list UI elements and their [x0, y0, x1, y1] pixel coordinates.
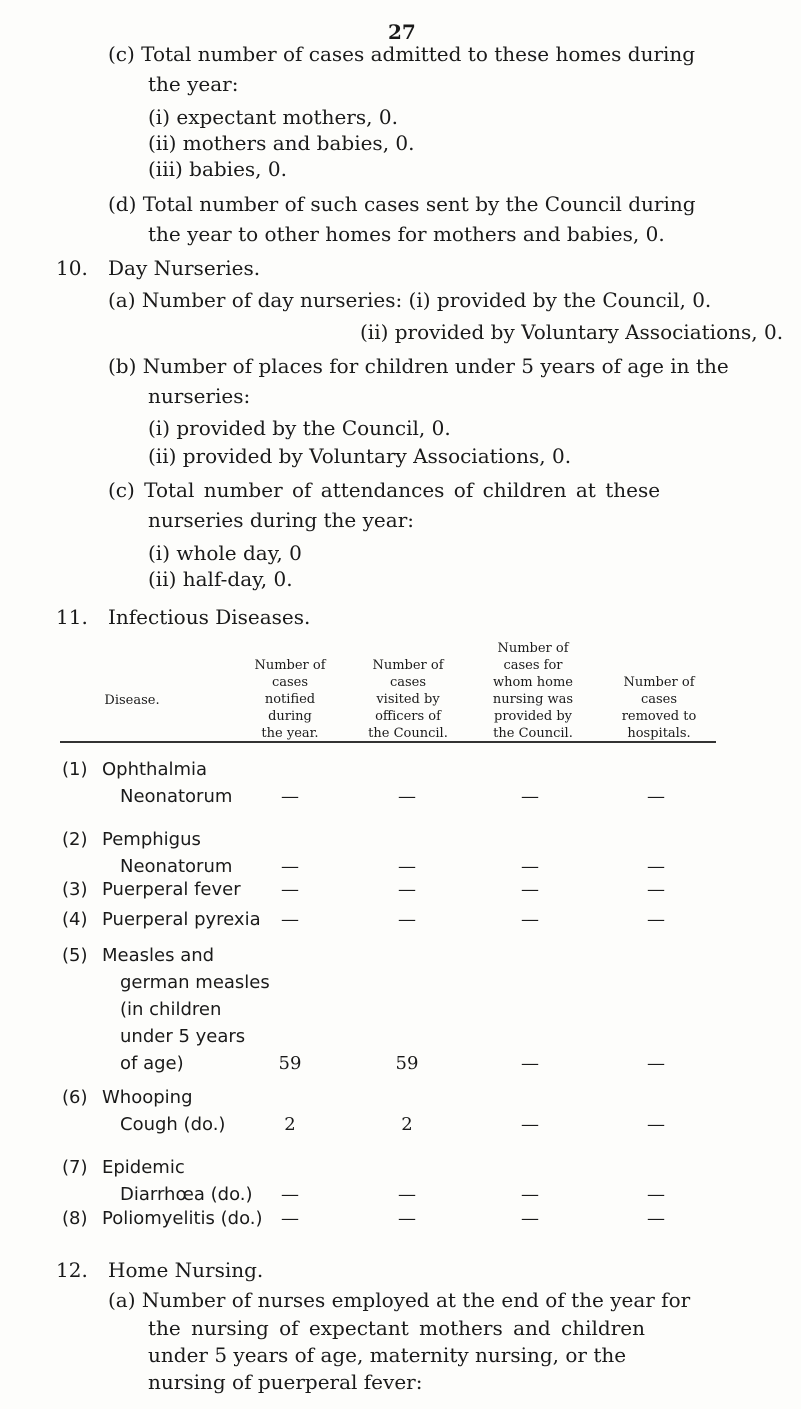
section-12-number: 12. — [56, 1258, 88, 1282]
cell-removed: — — [647, 1053, 665, 1074]
cell-notified: — — [281, 1184, 299, 1205]
s10-a-line2: (ii) provided by Voluntary Associations, 0. — [360, 320, 784, 344]
header-notified-line: during — [268, 709, 312, 724]
cell-removed: — — [647, 879, 665, 900]
header-nursing-line: nursing was — [492, 692, 574, 707]
cell-visited: 2 — [401, 1114, 413, 1135]
s12-a-line1: (a) Number of nurses employed at the end of the year for — [108, 1288, 691, 1312]
header-nursing-line: provided by — [494, 709, 572, 724]
disease-name-line: Puerperal fever — [102, 879, 241, 900]
cell-visited: — — [398, 879, 416, 900]
c-continuation: the year: — [148, 72, 239, 96]
header-nursing — [478, 640, 588, 742]
header-removed-line: removed to — [621, 709, 697, 724]
c-item-i: (i) expectant mothers, 0. — [148, 105, 398, 129]
cell-nursing: — — [521, 856, 539, 877]
cell-notified: — — [281, 909, 299, 930]
page-number: 27 — [388, 20, 416, 44]
cell-visited: — — [398, 786, 416, 807]
cell-nursing: — — [521, 1114, 539, 1135]
s10-a-line1: (a) Number of day nurseries: (i) provided by the Council, 0. — [108, 288, 712, 312]
s10-b-line2: nurseries: — [148, 384, 251, 408]
cell-visited: — — [398, 909, 416, 930]
disease-name-line: german measles — [120, 972, 270, 993]
s10-b-item-ii: (ii) provided by Voluntary Associations, 0. — [148, 444, 572, 468]
header-visited-line: Number of — [372, 658, 444, 673]
disease-name-line: Poliomyelitis (do.) — [102, 1208, 263, 1229]
disease-name-line: Puerperal pyrexia — [102, 909, 261, 930]
disease-name-line: Epidemic — [102, 1157, 185, 1178]
section-10-number: 10. — [56, 256, 88, 280]
s10-b-item-i: (i) provided by the Council, 0. — [148, 416, 451, 440]
d-heading: (d) Total number of such cases sent by the Council during — [108, 192, 696, 216]
header-removed-line: Number of — [623, 675, 695, 690]
disease-name-line: under 5 years — [120, 1026, 246, 1047]
cell-removed: — — [647, 1114, 665, 1135]
c-item-ii: (ii) mothers and babies, 0. — [148, 131, 415, 155]
disease-name-line: Measles and — [102, 945, 215, 966]
header-notified-line: the year. — [261, 726, 319, 741]
cell-nursing: — — [521, 879, 539, 900]
header-nursing-line: the Council. — [493, 726, 573, 741]
header-removed-line: cases — [640, 692, 678, 707]
disease-name-line: Cough (do.) — [120, 1114, 226, 1135]
cell-nursing: — — [521, 1053, 539, 1074]
disease-name-line: of age) — [120, 1053, 184, 1074]
header-notified-line: Number of — [254, 658, 326, 673]
s12-a-line4: nursing of puerperal fever: — [148, 1370, 423, 1394]
header-visited-line: the Council. — [368, 726, 448, 741]
row-number: (2) — [62, 829, 88, 850]
cell-notified: — — [281, 786, 299, 807]
cell-visited: 59 — [395, 1053, 419, 1074]
header-visited-line: cases — [389, 675, 427, 690]
header-nursing-line: whom home — [492, 675, 573, 690]
cell-removed: — — [647, 786, 665, 807]
s10-b-line1: (b) Number of places for children under 5 years of age in the — [108, 354, 729, 378]
row-number: (5) — [62, 945, 88, 966]
s12-a-line2: the nursing of expectant mothers and children — [148, 1316, 645, 1340]
header-removed-line: hospitals. — [627, 726, 691, 741]
header-disease: Disease. — [104, 693, 160, 708]
disease-name-line: Whooping — [102, 1087, 193, 1108]
disease-name-line: Ophthalmia — [102, 759, 208, 780]
section-12-title: Home Nursing. — [108, 1258, 264, 1282]
disease-name-line: Diarrhœa (do.) — [120, 1184, 253, 1205]
row-number: (3) — [62, 879, 88, 900]
table-header-rule — [60, 741, 716, 743]
cell-notified: — — [281, 856, 299, 877]
cell-notified: 2 — [284, 1114, 296, 1135]
header-notified-line: notified — [264, 692, 316, 707]
s10-c-item-ii: (ii) half-day, 0. — [148, 567, 293, 591]
header-nursing-line: cases for — [503, 658, 563, 673]
cell-notified: 59 — [278, 1053, 302, 1074]
s10-c-line1: (c) Total number of attendances of children at these — [108, 478, 661, 502]
s10-c-line2: nurseries during the year: — [148, 508, 414, 532]
cell-visited: — — [398, 1208, 416, 1229]
row-number: (6) — [62, 1087, 88, 1108]
cell-notified: — — [281, 879, 299, 900]
s12-a-line3: under 5 years of age, maternity nursing, or the — [148, 1343, 627, 1367]
header-notified-line: cases — [271, 675, 309, 690]
header-removed — [604, 674, 714, 742]
section-11-number: 11. — [56, 605, 88, 629]
c-heading: (c) Total number of cases admitted to these homes during — [108, 42, 696, 66]
row-number: (7) — [62, 1157, 88, 1178]
d-continuation: the year to other homes for mothers and babies, 0. — [148, 222, 665, 246]
cell-visited: — — [398, 1184, 416, 1205]
cell-nursing: — — [521, 786, 539, 807]
c-item-iii: (iii) babies, 0. — [148, 157, 287, 181]
section-10-title: Day Nurseries. — [108, 256, 261, 280]
s10-c-item-i: (i) whole day, 0 — [148, 541, 302, 565]
cell-removed: — — [647, 909, 665, 930]
cell-nursing: — — [521, 909, 539, 930]
header-notified — [245, 657, 335, 742]
header-visited — [358, 657, 458, 742]
cell-removed: — — [647, 1184, 665, 1205]
disease-name-line: Neonatorum — [120, 856, 233, 877]
section-11-title: Infectious Diseases. — [108, 605, 311, 629]
row-number: (4) — [62, 909, 88, 930]
cell-notified: — — [281, 1208, 299, 1229]
disease-name-line: Neonatorum — [120, 786, 233, 807]
row-number: (1) — [62, 759, 88, 780]
row-number: (8) — [62, 1208, 88, 1229]
header-visited-line: officers of — [375, 709, 441, 724]
cell-nursing: — — [521, 1184, 539, 1205]
cell-nursing: — — [521, 1208, 539, 1229]
disease-name-line: (in children — [120, 999, 222, 1020]
cell-visited: — — [398, 856, 416, 877]
cell-removed: — — [647, 856, 665, 877]
cell-removed: — — [647, 1208, 665, 1229]
disease-name-line: Pemphigus — [102, 829, 201, 850]
header-nursing-line: Number of — [497, 641, 569, 656]
header-visited-line: visited by — [376, 692, 440, 707]
